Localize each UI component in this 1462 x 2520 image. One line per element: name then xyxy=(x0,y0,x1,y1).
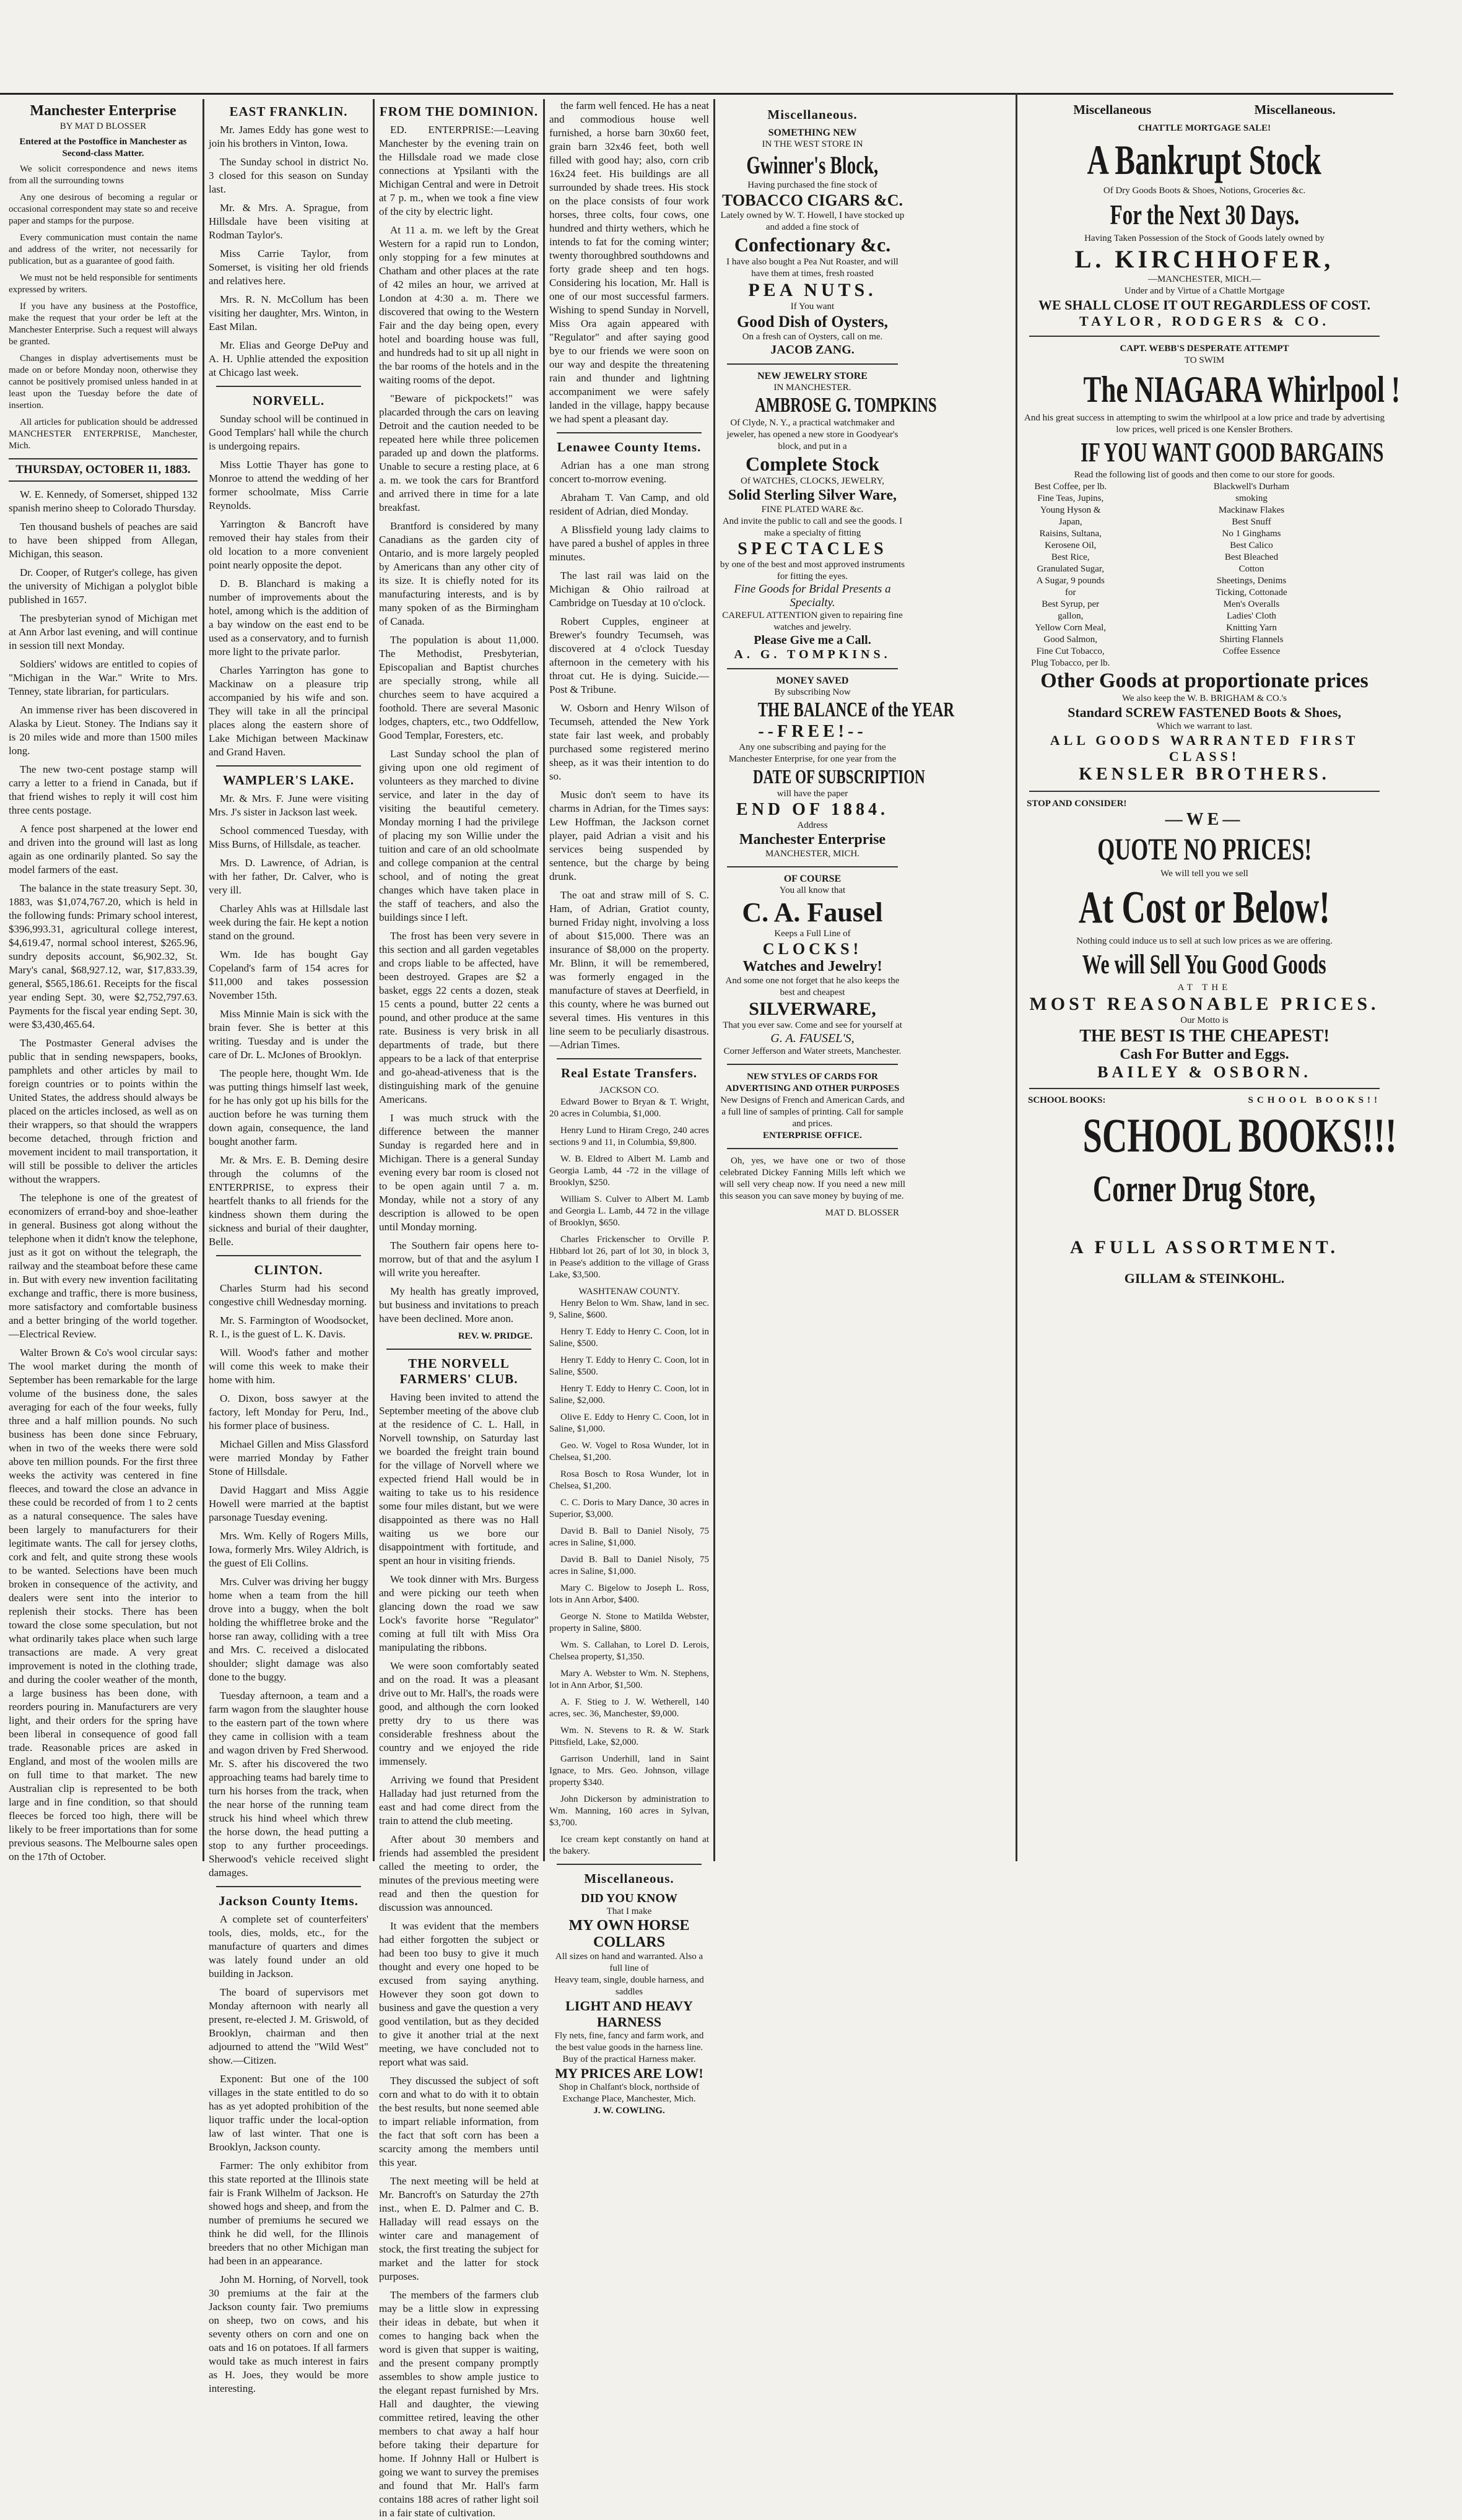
subheading-jackson-co: JACKSON CO. xyxy=(599,1085,659,1095)
paragraph: Mr. & Mrs. A. Sprague, from Hillsdale have been visiting at Rodman Taylor's. xyxy=(209,202,368,241)
paragraph: Granulated Sugar, xyxy=(1037,564,1104,574)
paragraph: The balance in the state treasury Sept. 30, 1883, was $1,074,767.20, which is held in the following funds: Primary school interest, $396,993.31, agricultural college interest, $4,619.47, normal school interest, $265.96, sundry deposits account, $6,902.32, St. Mary's canal, $68,927.12, war, $17,833.39, general, $565,186.61. Receipts for the fiscal year ending Sept. 30, were $2,752,797.63. Payments for the fiscal year ending Sept. 30, were $3,430,465.64. xyxy=(9,882,198,1030)
kirchhofer-ad xyxy=(1022,123,1387,329)
capt-webb: CAPT. WEBB'S DESPERATE ATTEMPT xyxy=(1120,344,1289,354)
paragraph: Soldiers' widows are entitled to copies of "Michigan in the War." Write to Mrs. Tenney, state librarian, for particulars. xyxy=(9,658,198,697)
washtenaw-transfers xyxy=(549,1298,709,1829)
paragraph: Mrs. R. N. McCollum has been visiting her daughter, Mrs. Winton, in East Milan. xyxy=(209,293,368,332)
paragraph: Exponent: But one of the 100 villages in the state entitled to do so has as yet adopted prohibition of the liquor traffic under the local-option law of last winter. That one is Brooklyn, Jackson county. xyxy=(209,2073,368,2153)
paragraph: No 1 Ginghams xyxy=(1222,529,1281,539)
paragraph: Kerosene Oil, xyxy=(1045,541,1097,550)
will-have-paper: will have the paper xyxy=(777,789,848,799)
paragraph: We solicit correspondence and news items from all the surrounding towns xyxy=(9,164,198,186)
watches-clocks: Of WATCHES, CLOCKS, JEWELRY, xyxy=(741,476,884,486)
end-of-1884: END OF 1884. xyxy=(736,800,889,819)
paragraph: Any one desirous of becoming a regular or occasional correspondent may state so and receive paper and stamps for the purpose. xyxy=(9,193,198,226)
paragraph: The presbyterian synod of Michigan met at Ann Arbor last evening, and will continue in session till next Monday. xyxy=(9,612,198,651)
column-5-ads xyxy=(720,102,955,1861)
pea-nuts: PEA NUTS. xyxy=(748,280,877,300)
jacob-zang: JACOB ZANG. xyxy=(770,343,855,357)
paragraph: A. F. Stieg to J. W. Wetherell, 140 acres, sec. 36, Manchester, $9,000. xyxy=(549,1697,709,1719)
by-subscribing: By subscribing Now xyxy=(774,687,851,697)
sell-good-goods: We will Sell You Good Goods xyxy=(1082,949,1327,980)
clinton-items xyxy=(209,1282,368,1880)
invite-public: And invite the public to call and see the goods. I make a specialty of fitting xyxy=(722,516,903,538)
paragraph: George N. Stone to Matilda Webster, property in Saline, $800. xyxy=(549,1612,709,1633)
misc-headers xyxy=(1022,102,1387,118)
letter-signature: REV. W. PRIDGE. xyxy=(458,1331,533,1341)
paragraph: Knitting Yarn xyxy=(1226,623,1277,633)
paragraph: Wm. S. Callahan, to Lorel D. Lerois, Chelsea property, $1,350. xyxy=(549,1640,709,1662)
price-list-left xyxy=(1030,481,1198,669)
which-we-warrant: Which we warrant to last. xyxy=(1156,721,1253,731)
heading-real-estate-transfers: Real Estate Transfers. xyxy=(560,1066,698,1080)
column-rule xyxy=(373,99,375,1861)
close-out: WE SHALL CLOSE IT OUT REGARDLESS OF COST. xyxy=(1038,297,1370,313)
paragraph: The next meeting will be held at Mr. Bancroft's on Saturday the 27th inst., when E. D. Palmer and C. B. Halladay will read essays on the winter care and management of stock, the first treating the subject for market and the latter for stock purposes. xyxy=(379,2175,539,2282)
fausel-ad xyxy=(720,874,905,1058)
paragraph: Tuesday afternoon, a team and a farm wagon from the slaughter house to the eastern part of the town where they came in collision with a team and wagon driven by Fred Sherwood. Mr. S. after his discovered the two approaching teams had barely time to turn his horses from the track, when the near horse of the running team struck his hind wheel which threw the horse down, the head putting a stop to any further proceedings. Sherwood's vehicle received slight damages. xyxy=(209,1690,368,1879)
fresh-oysters: On a fresh can of Oysters, call on me. xyxy=(742,332,883,342)
manchester-mich: MANCHESTER, MICH. xyxy=(765,849,860,859)
paragraph: the farm well fenced. He has a neat and commodious house well furnished, a horse barn 30x60 feet, grain barn 32x46 feet, both well filled with good hay; also, corn crib 16x24 feet. His buildings are all surrounded by shade trees. His stock on the place consists of four work horses, three colts, four cows, one hundred and thirty wethers, which he intends to fat for the coming winter; twenty thoroughbred southdowns and forty grade sheep and ten hogs. Considering his location, Mr. Hall is one of our most successful farmers. Wishing to spend Sunday in Norvell, Miss Ora again appeared with "Regulator" and after saying good bye to our friends we were soon on our way and despite the threatening rain and thunder and lightning accompaniment we were safely landed in the village, happy because we had spent a pleasant day. xyxy=(549,100,709,425)
paragraph: At 11 a. m. we left by the Great Western for a rapid run to London, only stopping for a few minutes at Chatham and other places at the rate of 42 miles an hour, we arrived at London at 4:30 a. m. There we discovered that owing to the Western Fair and the day being open, every hotel and boarding house was full, and hundreds had to sit up all night in the bar rooms of the hotels and in the waiting rooms of the depot. xyxy=(379,224,539,386)
paragraph: The board of supervisors met Monday afternoon with nearly all present, re-elected J. M. Griswold, of Brooklyn, chairman and then adjourned to attend the "Wild West" show.—Citizen. xyxy=(209,1986,368,2066)
paragraph: Miss Carrie Taylor, from Somerset, is visiting her old friends and relatives here. xyxy=(209,248,368,287)
paragraph: The telephone is one of the greatest of economizers of errand-boy and shoe-leather in general. Business got along without the telephone when it didn't know the telephone, just as it got on without the telegraph, the railway and the steamboat before these came in. But with every new invention facilitating exchange and traffic, there is more business, more satisfactory and comfortable business and a better bringing of the world together.—Electrical Review. xyxy=(9,1192,198,1340)
paragraph: The oat and straw mill of S. C. Ham, of Adrian, Gratiot county, burned Friday night, involving a loss of about $15,000. There was an insurance of $8,000 on the property. Mr. Blinn, it will be remembered, was formerly engaged in the manufacture of staves at Deerfield, in this county, where he was burned out several times. His ventures in this line seem to be peculiarly disastrous.—Adrian Times. xyxy=(549,889,709,1051)
of-course: OF COURSE xyxy=(783,874,842,884)
please-call: Please Give me a Call. xyxy=(754,633,871,647)
school-books: SCHOOL BOOKS!!! xyxy=(1082,1108,1397,1162)
other-goods: Other Goods at proportionate prices xyxy=(1040,669,1368,692)
paragraph: Ladies' Cloth xyxy=(1227,611,1276,621)
price-list xyxy=(1022,481,1387,669)
heading-wamplers-lake: WAMPLER'S LAKE. xyxy=(222,773,355,788)
careful-attention: CAREFUL ATTENTION given to repairing fine watches and jewelry. xyxy=(722,610,903,632)
east-franklin-items xyxy=(209,123,368,380)
paragraph: Men's Overalls xyxy=(1223,599,1280,609)
norvell-items xyxy=(209,412,368,759)
money-saved: MONEY SAVED xyxy=(776,676,849,686)
heading-clinton: CLINTON. xyxy=(254,1262,323,1277)
date-of-subscription: DATE OF SUBSCRIPTION xyxy=(753,765,925,788)
paragraph: Mrs. Wm. Kelly of Rogers Mills, Iowa, formerly Mrs. Wiley Aldrich, is the guest of Eli Collins. xyxy=(209,1530,368,1569)
lenawee-items xyxy=(549,459,709,1052)
horse-collars: MY OWN HORSE COLLARS xyxy=(568,1918,690,1950)
at-cost-or-below: At Cost or Below! xyxy=(1079,882,1330,933)
paragraph: Changes in display advertisements must be made on or before Monday noon, otherwise they cannot be positively promised unless handed in at least upon the Tuesday before the date of insertion. xyxy=(9,354,198,411)
paragraph: Miss Lottie Thayer has gone to Monroe to attend the wedding of her former schoolmate, Miss Carrie Reynolds. xyxy=(209,459,368,511)
paragraph: Brantford is considered by many Canadians as the garden city of Ontario, and is more largely peopled by Americans than any other city of its size. It is chiefly noted for its manufacturing interests, and is by many spoken of as the Birmingham of Canada. xyxy=(379,520,539,627)
price-list-right xyxy=(1211,481,1378,669)
drug-store-ad xyxy=(1022,1095,1397,1287)
dominion-letter xyxy=(379,123,539,1326)
heading-miscellaneous: Miscellaneous. xyxy=(767,107,858,122)
paragraph: Arriving we found that President Halladay had just returned from the east and had come direct from the train to attend the club meeting. xyxy=(379,1774,539,1827)
paragraph: Adrian has a one man strong concert to-morrow evening. xyxy=(549,459,709,485)
paragraph: Having been invited to attend the September meeting of the above club at the residence of C. L. Hall, in Norvell township, on Saturday last we boarded the freight train bound for the village of Norvell where we expected friend Hall would be in waiting to take us to his residence some four miles distant, but we were disappointed as there was no Hall waiting us we bore our disappointment with fortitude, and spent an hour in visiting friends. xyxy=(379,1391,539,1566)
paragraph: The new two-cent postage stamp will carry a letter to a friend in Canada, but if that friend wishes to reply it will cost him three cents postage. xyxy=(9,763,198,816)
ag-tompkins: A. G. TOMPKINS. xyxy=(734,648,891,661)
column-rule xyxy=(1016,93,1017,1861)
paragraph: The Postmaster General advises the public that in sending newspapers, books, pamphlets and other articles by mail to foreign countries or to points within the United States, the address should always be placed on the articles inclosed, as well as on their wrappers, so that should the wrappers become detached, through friction and movement incident to mail transportation, it will still be possible to deliver the articles without the wrappers. xyxy=(9,1037,198,1185)
zang-ad xyxy=(720,128,905,357)
new-styles: NEW STYLES OF CARDS FOR ADVERTISING AND OTHER PURPOSES xyxy=(725,1072,900,1093)
paragraph: Best Snuff xyxy=(1232,517,1271,527)
paragraph: A Blissfield young lady claims to have pared a bushel of apples in three minutes. xyxy=(549,524,709,563)
column-6-ads xyxy=(1022,102,1401,1861)
heading-lenawee-county: Lenawee County Items. xyxy=(557,440,702,454)
heading-east-franklin: EAST FRANKLIN. xyxy=(229,104,348,119)
paragraph: Music don't seem to have its charms in Adrian, for the Times says: Lew Hoffman, the Jackson cornet player, paid Adrian a visit and his services being suspended by sentence, but the charge by being drunk. xyxy=(549,789,709,882)
masthead: Manchester Enterprise xyxy=(30,103,176,119)
at-the: AT THE xyxy=(1177,983,1232,993)
confectionary: Confectionary &c. xyxy=(734,233,891,256)
dry-goods: Of Dry Goods Boots & Shoes, Notions, Groceries &c. xyxy=(1103,186,1306,196)
something-new: SOMETHING NEW xyxy=(768,128,857,138)
having-purchased: Having purchased the fine stock of xyxy=(747,180,877,190)
but-tell-you: We will tell you we sell xyxy=(1160,869,1248,879)
paragraph: D. B. Blanchard is making a number of improvements about the hotel, among which is the addition of a bay window on the east end to be used as a conservatory, and to furnish more light to the private parlor. xyxy=(209,578,368,658)
paragraph: C. C. Doris to Mary Dance, 30 acres in Superior, $3,000. xyxy=(549,1498,709,1519)
cards-ad xyxy=(720,1071,905,1142)
you-all-know: You all know that xyxy=(779,885,846,895)
paragraph: Mr. S. Farmington of Woodsocket, R. I., is the guest of L. K. Davis. xyxy=(209,1314,368,1340)
nothing-could: Nothing could induce us to sell at such low prices as we are offering. xyxy=(1076,936,1333,946)
paragraph: Wm. N. Stevens to R. & W. Stark Pittsfield, Lake, $2,000. xyxy=(549,1726,709,1747)
silverware: SILVERWARE, xyxy=(749,999,876,1019)
paragraph: David B. Ball to Daniel Nisoly, 75 acres in Saline, $1,000. xyxy=(549,1526,709,1548)
paragraph: Olive E. Eddy to Henry C. Coon, lot in Saline, $1,000. xyxy=(549,1412,709,1434)
heading-miscellaneous: Miscellaneous. xyxy=(584,1871,674,1886)
if-you-want: If You want xyxy=(790,302,835,311)
paragraph: My health has greatly improved, but business and invitations to preach have been declined. More anon. xyxy=(379,1285,539,1324)
paragraph: The people here, thought Wm. Ide was putting things himself last week, for he has only got up his bills for the auction before he was turning them down again, consequence, the land bought another farm. xyxy=(209,1067,368,1147)
paragraph: Best Rice, xyxy=(1051,552,1090,562)
manchester-enterprise: Manchester Enterprise xyxy=(739,832,886,848)
paragraph: Mrs. Culver was driving her buggy home when a team from the hill drove into a buggy, when the bolt holding the whiffletree broke and the horse ran away, colliding with a tree and Mrs. C. received a dislocated shoulder; slight damage was also done to the buggy. xyxy=(209,1576,368,1683)
paragraph: ED. ENTERPRISE:—Leaving Manchester by the evening train on the Hillsdale road we made close connections at Ypsilanti with the Michigan Central and were in Detroit at 7 p. m., when we took a fine view of the city by electric light. xyxy=(379,124,539,217)
paragraph: David B. Ball to Daniel Nisoly, 75 acres in Saline, $1,000. xyxy=(549,1555,709,1576)
misc-header: Miscellaneous xyxy=(1073,102,1152,117)
jackson-transfers xyxy=(549,1097,709,1281)
paragraph: Best Bleached Cotton xyxy=(1224,552,1279,574)
fine-plated: FINE PLATED WARE &c. xyxy=(761,505,864,515)
farmers-club-report xyxy=(379,1391,539,2520)
bailey-osborn: BAILEY & OSBORN. xyxy=(1097,1063,1312,1081)
paragraph: Charles Yarrington has gone to Mackinaw on a pleasure trip accompanied by his wife and son. They will take in all the principal places along the eastern shore of Lake Michigan between Mackinaw and Grand Haven. xyxy=(209,664,368,758)
column-1 xyxy=(9,99,198,1861)
corner-streets: Corner Jefferson and Water streets, Manchester. xyxy=(723,1046,902,1056)
paragraph: Henry Lund to Hiram Crego, 240 acres sections 9 and 11, in Columbia, $9,800. xyxy=(549,1126,709,1147)
paragraph: We must not be held responsible for sentiments expressed by writers. xyxy=(9,273,198,295)
to-swim: TO SWIM xyxy=(1184,355,1225,365)
sterling-silver: Solid Sterling Silver Ware, xyxy=(728,487,897,503)
paragraph: Abraham T. Van Camp, and old resident of Adrian, died Monday. xyxy=(549,492,709,517)
paragraph: Blackwell's Durham smoking xyxy=(1213,482,1290,503)
paragraph: Charles Frickenscher to Orville P. Hibbard lot 26, part of lot 30, in block 3, in Pease's addition to the village of Grass Lake, $3,500. xyxy=(549,1235,709,1280)
paragraph: Mackinaw Flakes xyxy=(1218,505,1285,515)
pea-nut-roaster: I have also bought a Pea Nut Roaster, and will have them at times, fresh roasted xyxy=(726,257,899,279)
goods-warranted: ALL GOODS WARRANTED FIRST CLASS! xyxy=(1050,732,1359,764)
having-taken: Having Taken Possession of the Stock of Goods lately owned by xyxy=(1084,233,1325,243)
niagara-whirlpool: The NIAGARA Whirlpool ! xyxy=(1083,369,1401,410)
paragraph: We were soon comfortably seated and on the road. It was a pleasant drive out to Mr. Hall's, the roads were good, and although the corn looked pretty dry to us there was considerable freshness about the country and we enjoyed the ride immensely. xyxy=(379,1660,539,1767)
paragraph: Mary C. Bigelow to Joseph L. Ross, lots in Ann Arbor, $400. xyxy=(549,1583,709,1605)
bailey-ad xyxy=(1022,798,1387,1082)
and-some-one: And some one not forget that he also keeps the best and cheapest xyxy=(725,976,900,997)
column-rule xyxy=(543,99,545,1861)
paragraph: A Sugar, 9 pounds for xyxy=(1036,576,1105,597)
light-heavy-harness: LIGHT AND HEAVY HARNESS xyxy=(565,1998,693,2030)
clocks: CLOCKS! xyxy=(762,940,863,958)
column-rule xyxy=(713,99,715,1861)
paragraph: Good Salmon, xyxy=(1043,635,1098,645)
paragraph: A fence post sharpened at the lower end and driven into the ground will last as long again as one ordinarily planted. So say the model farmers of the east. xyxy=(9,823,198,875)
manchester: —MANCHESTER, MICH.— xyxy=(1147,274,1261,284)
standard-screw: Standard SCREW FASTENED Boots & Shoes, xyxy=(1068,705,1341,720)
kirchhofer: L. KIRCHHOFER, xyxy=(1074,245,1334,273)
publisher-notices xyxy=(9,163,198,452)
paragraph: All articles for publication should be addressed MANCHESTER ENTERPRISE, Manchester, Mich. xyxy=(9,417,198,451)
stop-consider: STOP AND CONSIDER! xyxy=(1027,799,1127,809)
ice-cream-notice: Ice cream kept constantly on hand at the bakery. xyxy=(549,1835,709,1856)
paragraph: After about 30 members and friends had assembled the president called the meeting to order, the minutes of the previous meeting were read and then the question for discussion was announced. xyxy=(379,1833,539,1913)
issue-date: THURSDAY, OCTOBER 11, 1883. xyxy=(9,458,198,482)
advertiser-name: J. W. COWLING. xyxy=(593,2106,665,2116)
quote-no-prices: QUOTE NO PRICES! xyxy=(1097,832,1312,866)
ambrose-tompkins: AMBROSE G. TOMPKINS xyxy=(755,394,937,417)
new-designs: New Designs of French and American Cards, and a full line of samples of printing. Call for sample and prices. xyxy=(720,1095,905,1129)
paragraph: It was evident that the members had either forgotten the subject or had been too busy to give it much thought and every one hoped to be excused from saying anything. However they soon got down to business and gave the question a very good ventilation, but as they decided to give it another trial at the next meeting, we have concluded not to report what was said. xyxy=(379,1920,539,2068)
paragraph: A complete set of counterfeiters' tools, dies, molds, etc., for the manufacture of quarters and dimes was lately found under an old building in Jackson. xyxy=(209,1913,368,1979)
paragraph: O. Dixon, boss sawyer at the factory, left Monday for Peru, Ind., his former place of business. xyxy=(209,1393,368,1432)
paragraph: Mrs. D. Lawrence, of Adrian, is with her father, Dr. Calver, who is very ill. xyxy=(209,857,368,896)
paragraph: Garrison Underhill, land in Saint Ignace, to Mrs. Geo. Johnson, village property $340. xyxy=(549,1754,709,1788)
paragraph: W. B. Eldred to Albert M. Lamb and Georgia Lamb, 44 -72 in the village of Brooklyn, $250. xyxy=(549,1154,709,1188)
paragraph: Robert Cupples, engineer at Brewer's foundry Tecumseh, was discovered at 4 o'clock Tuesday afternoon in the cemetery with his throat cut. He is dying. Suicide.—Post & Tribune. xyxy=(549,615,709,695)
anyone-subscribing: Any one subscribing and paying for the Manchester Enterprise, for one year from the xyxy=(728,742,897,764)
kensler-brothers: KENSLER BROTHERS. xyxy=(1079,765,1330,784)
paragraph: Rosa Bosch to Rosa Wunder, lot in Chelsea, $1,200. xyxy=(549,1469,709,1491)
our-motto: Our Motto is xyxy=(1180,1015,1229,1025)
school-books-label-2: SCHOOL BOOKS!! xyxy=(1248,1095,1381,1105)
bridal-presents: Fine Goods for Bridal Presents a Specialty. xyxy=(734,583,891,609)
subheading-washtenaw: WASHTENAW COUNTY. xyxy=(578,1287,680,1297)
harness-line: Heavy team, single, double harness, and saddles xyxy=(554,1975,704,1997)
taylor-rodgers: TAYLOR, RODGERS & CO. xyxy=(1079,313,1330,329)
paragraph: Ticking, Cottonade xyxy=(1216,588,1287,597)
chattle-mortgage-sale: CHATTLE MORTGAGE SALE! xyxy=(1138,123,1271,133)
did-you-know: DID YOU KNOW xyxy=(581,1892,677,1905)
bankrupt-stock: A Bankrupt Stock xyxy=(1087,136,1322,183)
paragraph: An immense river has been discovered in Alaska by Lieut. Stoney. The Indians say it is 20 miles wide and more than 1500 miles long. xyxy=(9,704,198,757)
heading-norvell-farmers-club: THE NORVELL FARMERS' CLUB. xyxy=(399,1356,518,1386)
spectacles: SPECTACLES xyxy=(738,539,887,558)
under-chattle-mortgage: Under and by Virtue of a Chattle Mortgage xyxy=(1124,286,1285,296)
oysters: Good Dish of Oysters, xyxy=(736,313,889,331)
fanning-mills-notice: Oh, yes, we have one or two of those celebrated Dickey Fanning Mills left which we will sell very cheap now. If you need a new mill this season you can save money by buying of me. xyxy=(720,1156,905,1201)
harness-sub: Fly nets, fine, fancy and farm work, and the best value goods in the harness line. Buy of the practical Harness maker. xyxy=(554,2031,704,2064)
gillam-steinkohl: GILLAM & STEINKOHL. xyxy=(1124,1271,1285,1286)
paragraph: Henry Belon to Wm. Shaw, land in sec. 9, Saline, $600. xyxy=(549,1298,709,1320)
paragraph: The Sunday school in district No. 3 closed for this season on Sunday last. xyxy=(209,156,368,195)
paragraph: Last Sunday school the plan of giving upon one old regiment of volunteers as they marched to divine service, and later in the day of visiting the beautiful cemetery. Monday morning I had the privilege of placing my son Willie under the tuition and care of an old schoolmate and college companion at the central school, and of noting the great changes which have taken place in the staff of teachers, and also the buildings since I left. xyxy=(379,748,539,923)
farmers-club-continued xyxy=(549,99,709,426)
paragraph: Fine Cut Tobacco, xyxy=(1036,646,1105,656)
webb-success: And his great success in attempting to swim the whirlpool at a low price and trade by advertising low prices, well priced is one Kensler Brothers. xyxy=(1024,413,1385,435)
paragraph: William S. Culver to Albert M. Lamb and Georgia L. Lamb, 44 72 in the village of Brooklyn, $650. xyxy=(549,1194,709,1228)
balance-of-year: THE BALANCE of the YEAR xyxy=(757,698,955,721)
lately-owned: Lately owned by W. T. Howell, I have stocked up and added a fine stock of xyxy=(720,211,905,232)
wamplers-lake-items xyxy=(209,792,368,1249)
next-30-days: For the Next 30 Days. xyxy=(1110,199,1299,230)
paragraph: W. Osborn and Henry Wilson of Tecumseh, attended the New York state fair last week, and probably purchased some registered merino sheep, as it was their intention to do so. xyxy=(549,702,709,782)
paragraph: Henry T. Eddy to Henry C. Coon, lot in Saline, $500. xyxy=(549,1327,709,1349)
paragraph: Walter Brown & Co's wool circular says: The wool market during the month of September has been remarkable for the large volume of the business done, the sales averaging for each of the four weeks, fully three and a half million pounds. No such business has been done since February, when in two of the weeks there were sold above ten million pounds. For the first three weeks the activity was centered in fine fleeces, and toward the close an advance in these could be recorded of from 1 to 2 cents as a natural consequence. The sales have been largely to manufacturers for their legitimate wants. The call for jersey cloths, cork and felt, and quite strong these wools to be wanted. Selections have been much broken in consequence of the activity, and dealers were sent into the interior to replenish their stocks. There has been toward the close some speculation, but not what ordinarily takes place when such large transactions are made. A very great improvement is noted in the clothing trade, and during the cooler weather of the month, a large business has been done, with reorders pouring in. Manufacturers are very light, and their orders for the spring have been liberal in consequence of good fall trade. Reasonable prices are asked in England, and most of the woolen mills are on full time to that market. The new Australian clip is represented to be both large and in fine condition, so that should fleeces be forced too high, there will be likely to be freer importations than for some previous seasons. The Melbourne sales open on the 17th of October. xyxy=(9,1347,198,1862)
tobacco-cigars: TOBACCO CIGARS &C. xyxy=(721,191,903,209)
paragraph: I was much struck with the difference between the manner Sunday is regarded here and in Michigan. There is a general Sunday evening every bar room is closed not to be open again until 7 a. m. Monday, while not a story of any description is allowed to be open until Monday morning. xyxy=(379,1112,539,1233)
paragraph: The population is about 11,000. The Methodist, Presbyterian, Episcopalian and Baptist churches are specially strong, while all churches seem to have acquired a foothold. There are several Masonic lodges, chapters, etc., two Oddfellow, Good Templar, Foresters, etc. xyxy=(379,634,539,741)
ga-fausels: G. A. FAUSEL'S, xyxy=(770,1032,855,1045)
new-jewelry-store: NEW JEWELRY STORE xyxy=(757,371,868,381)
paragraph: Wm. Ide has bought Gay Copeland's farm of 154 acres for $11,000 and takes possession November 15th. xyxy=(209,949,368,1001)
mdb-signature: MAT D. BLOSSER xyxy=(825,1208,899,1218)
paragraph: The last rail was laid on the Michigan & Ohio railroad at Cambridge on Tuesday at 10 o'clock. xyxy=(549,570,709,609)
heading-from-the-dominion: FROM THE DOMINION. xyxy=(379,104,539,119)
in-west-store: IN THE WEST STORE IN xyxy=(762,139,863,149)
byline: BY MAT D BLOSSER xyxy=(59,121,147,131)
misc-header: Miscellaneous. xyxy=(1254,102,1336,117)
column-4 xyxy=(549,99,709,2116)
paragraph: Sunday school will be continued in Good Templars' hall while the church is undergoing repairs. xyxy=(209,413,368,452)
paragraph: John M. Horning, of Norvell, took 30 premiums at the fair at the Jackson county fair. Two premiums on sheep, two on cows, and his seventy others on corn and one on oats and 16 on potatoes. If all farmers would take as much interest in fairs as H. Joes, they would be more interesting. xyxy=(209,2274,368,2394)
paragraph: Raisins, Sultana, xyxy=(1039,529,1102,539)
of-clyde: Of Clyde, N. Y., a practical watchmaker and jeweler, has opened a new store in Goodyear's block, and put in a xyxy=(726,418,899,451)
column-3 xyxy=(379,99,539,2519)
prices-low: MY PRICES ARE LOW! xyxy=(555,2066,703,2081)
keeps-full-line: Keeps a Full Line of xyxy=(774,929,851,939)
paragraph: John Dickerson by administration to Wm. Manning, 160 acres in Sylvan, $3,700. xyxy=(549,1794,709,1828)
paragraph: David Haggart and Miss Aggie Howell were married at the baptist parsonage Tuesday evening. xyxy=(209,1484,368,1523)
paragraph: Best Calico xyxy=(1230,541,1273,550)
address-label: Address xyxy=(797,820,828,830)
we: —WE— xyxy=(1165,810,1244,829)
column-2 xyxy=(209,99,368,2394)
gwinners-block: Gwinner's Block, xyxy=(746,151,879,179)
paragraph: Plug Tobacco, per lb. xyxy=(1031,658,1110,668)
that-i-make: That I make xyxy=(606,1906,652,1916)
paragraph: Geo. W. Vogel to Rosa Wunder, lot in Chelsea, $1,200. xyxy=(549,1441,709,1462)
complete-stock: Complete Stock xyxy=(746,453,879,475)
school-books-label: SCHOOL BOOKS: xyxy=(1028,1095,1106,1105)
shop-address: Shop in Chalfant's block, northside of Exchange Place, Manchester, Mich. xyxy=(559,2082,700,2104)
heading-jackson-county: Jackson County Items. xyxy=(219,1893,359,1908)
top-rule xyxy=(0,93,1393,95)
also-keep: We also keep the W. B. BRIGHAM & CO.'s xyxy=(1121,693,1287,703)
column-rule xyxy=(202,99,204,1861)
read-list: Read the following list of goods and then come to our store for goods. xyxy=(1074,470,1335,480)
paragraph: School commenced Tuesday, with Miss Burns, of Hillsdale, as teacher. xyxy=(209,825,368,850)
paragraph: Every communication must contain the name and address of the writer, not necessarily for publication, but as a guarantee of good faith. xyxy=(9,233,198,266)
paragraph: Michael Gillen and Miss Glassford were married Monday by Father Stone of Hillsdale. xyxy=(209,1438,368,1477)
paragraph: Fine Teas, Jupins, xyxy=(1037,493,1104,503)
enterprise-office: ENTERPRISE OFFICE. xyxy=(762,1131,863,1141)
paragraph: If you have any business at the Postoffice, make the request that your order be left at the Manchester Enterprise. Such a request will always be granted. xyxy=(9,302,198,347)
most-reasonable: MOST REASONABLE PRICES. xyxy=(1029,994,1380,1014)
heading-norvell: NORVELL. xyxy=(252,393,325,408)
paragraph: They discussed the subject of soft corn and what to do with it to obtain the best results, but none seemed able to impart reliable information, from the fact that soft corn has been a scarcity among the members until this year. xyxy=(379,2075,539,2168)
paragraph: Mr. & Mrs. E. B. Deming desire through the columns of the ENTERPRISE, to express their heartfelt thanks to all friends for the kindness shown them during the sickness and burial of their daughter, Belle. xyxy=(209,1154,368,1248)
in-manchester: IN MANCHESTER. xyxy=(773,383,851,393)
watches-jewelry: Watches and Jewelry! xyxy=(742,958,882,975)
paragraph: Henry T. Eddy to Henry C. Coon, lot in Saline, $2,000. xyxy=(549,1384,709,1406)
news-items xyxy=(9,488,198,1864)
entered-notice: Entered at the Postoffice in Manchester as Second-class Matter. xyxy=(19,137,187,159)
paragraph: The frost has been very severe in this section and all garden vegetables and crops liable to be affected, have been destroyed. Grapes are $2 a basket, eggs 22 cents a dozen, steak 15 cents a pound, butter 22 cents a pound, and other produce at the same rate. Business is very brisk in all departments of trade, but there appears to be a lack of that enterprise and go-ahead-ativeness that is the distinguishing mark of the genuine Americans. xyxy=(379,930,539,1105)
paragraph: The members of the farmers club may be a little slow in expressing their ideas in debate, but when it comes to hanging back when the word is given that supper is waiting, and the present company promptly assembles to show ample justice to the elegant repast furnished by Mrs. Hall and daughter, the viewing committee retired, leaving the other members to chat away a half hour before taking their departure for home. If Johnny Hall or Hulbert is going we want to survey the premises and found that Mr. Hall's farm contains 188 acres of rather light soil in a fair state of cultivation. xyxy=(379,2289,539,2519)
paragraph: Shirting Flannels xyxy=(1219,635,1284,645)
jackson-county-items xyxy=(209,1913,368,2396)
paragraph: Dr. Cooper, of Rutger's college, has given the university of Michigan a polyglot bible published in 1657. xyxy=(9,567,198,606)
paragraph: Best Syrup, per gallon, xyxy=(1042,599,1100,621)
paragraph: Mary A. Webster to Wm. N. Stephens, lot in Ann Arbor, $1,500. xyxy=(549,1669,709,1690)
cash-butter-eggs: Cash For Butter and Eggs. xyxy=(1120,1046,1289,1062)
free: --FREE!-- xyxy=(758,722,867,741)
all-sizes: All sizes on hand and warranted. Also a full line of xyxy=(555,1952,703,1973)
paragraph: We took dinner with Mrs. Burgess and were picking our teeth when glancing down the road we saw Lock's favorite horse "Regulator" coming at full tilt with Miss Ora manipulating the ribbons. xyxy=(379,1573,539,1653)
paragraph: Edward Bower to Bryan & T. Wright, 20 acres in Columbia, $1,000. xyxy=(549,1097,709,1119)
paragraph: Mr. & Mrs. F. June were visiting Mrs. J's sister in Jackson last week. xyxy=(209,793,368,818)
harness-ad xyxy=(549,1892,709,2117)
paragraph: Miss Minnie Main is sick with the brain fever. She is better at this writing. Tuesday and is under the care of Dr. L. McJones of Brooklyn. xyxy=(209,1008,368,1061)
paragraph: Coffee Essence xyxy=(1222,646,1281,656)
good-bargains: IF YOU WANT GOOD BARGAINS xyxy=(1081,437,1384,467)
paragraph: Charles Sturm had his second congestive chill Wednesday morning. xyxy=(209,1282,368,1308)
tompkins-ad xyxy=(720,371,937,662)
that-you-saw: That you ever saw. Come and see for yourself at xyxy=(723,1020,902,1030)
kensler-ad xyxy=(1022,343,1401,784)
best-cheapest: THE BEST IS THE CHEAPEST! xyxy=(1079,1027,1329,1046)
paragraph: Mr. James Eddy has gone west to join his brothers in Vinton, Iowa. xyxy=(209,124,368,149)
paragraph: The Southern fair opens here to-morrow, but of that and the asylum I will write you hereafter. xyxy=(379,1240,539,1279)
paragraph: Yellow Corn Meal, xyxy=(1035,623,1107,633)
subscription-ad xyxy=(720,676,955,860)
paragraph: Will. Wood's father and mother will come this week to make their home with him. xyxy=(209,1347,368,1386)
paragraph: "Beware of pickpockets!" was placarded through the cars on leaving Detroit and the caution needed to be repeated here while three policemen paraded up and down the platforms. Unable to secure a resting place, at 6 a. m. we took the cars for Brantford and arrived there in time for a late breakfast. xyxy=(379,393,539,513)
paragraph: Young Hyson & Japan, xyxy=(1040,505,1101,527)
ca-fausel: C. A. Fausel xyxy=(742,897,883,928)
full-assortment: A FULL ASSORTMENT. xyxy=(1070,1237,1339,1258)
paragraph: Farmer: The only exhibitor from this state reported at the Illinois state fair is Frank Wilhelm of Jackson. He showed hogs and sheep, and from the number of premiums he secured we think he did well, for the Illinois breeders that no other Michigan man had been in an appearance. xyxy=(209,2160,368,2267)
paragraph: Mr. Elias and George DePuy and A. H. Uphlie attended the exposition at Chicago last week. xyxy=(209,339,368,378)
paragraph: Yarrington & Bancroft have removed their hay stales from their old location to a more convenient point nearly opposite the depot. xyxy=(209,518,368,571)
corner-drug-store: Corner Drug Store, xyxy=(1093,1168,1316,1209)
paragraph: Sheetings, Denims xyxy=(1216,576,1287,586)
paragraph: Best Coffee, per lb. xyxy=(1034,482,1107,492)
fitting-eyes: by one of the best and most approved instruments for fitting the eyes. xyxy=(720,560,905,581)
paragraph: Henry T. Eddy to Henry C. Coon, lot in Saline, $500. xyxy=(549,1355,709,1377)
paragraph: Ten thousand bushels of peaches are said to have been shipped from Allegan, Michigan, this season. xyxy=(9,521,198,560)
paragraph: W. E. Kennedy, of Somerset, shipped 132 spanish merino sheep to Colorado Thursday. xyxy=(9,489,198,514)
paragraph: Charley Ahls was at Hillsdale last week during the fair. He kept a notion stand on the ground. xyxy=(209,903,368,942)
